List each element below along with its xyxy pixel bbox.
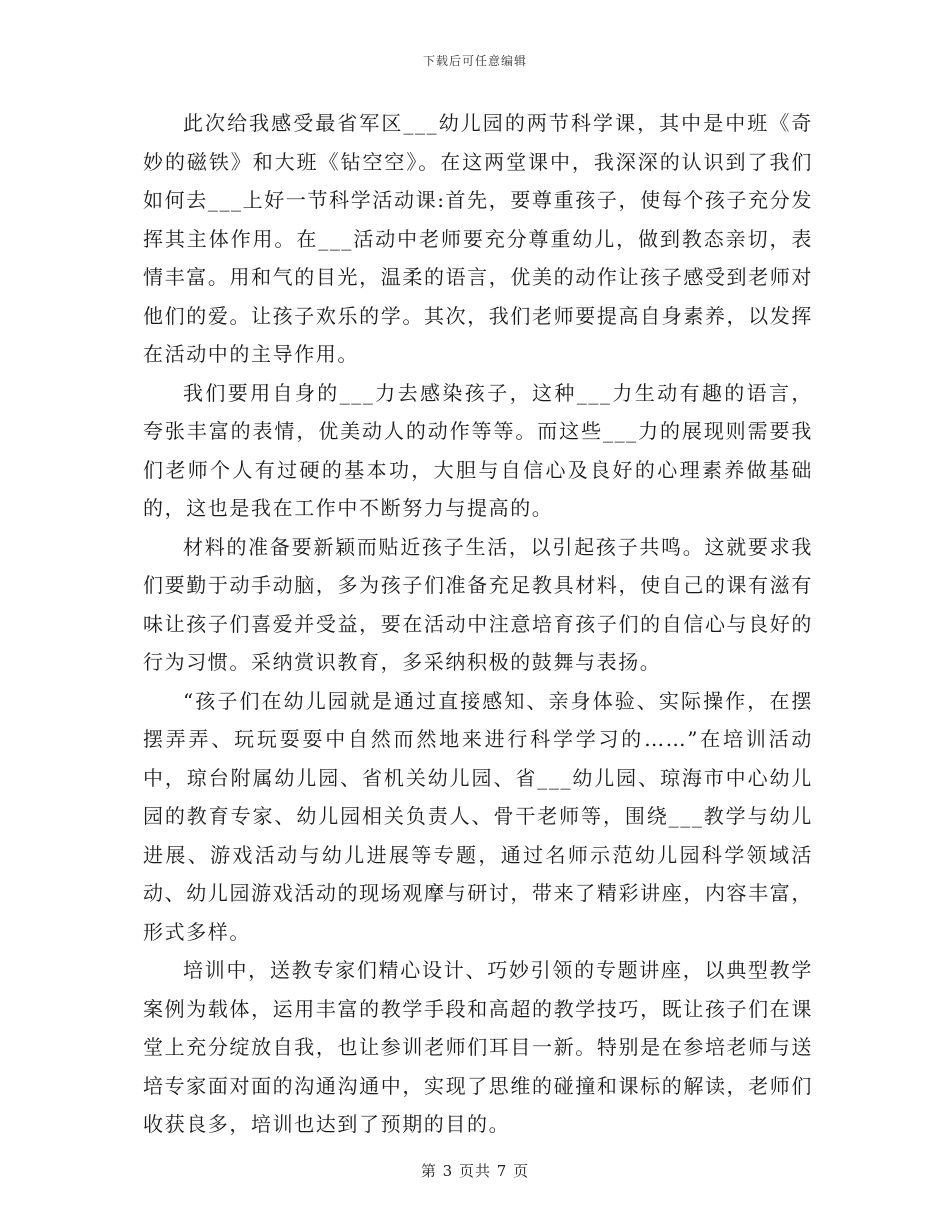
page-header: 下载后可任意编辑 <box>422 54 527 68</box>
paragraph-3: 材料的准备要新颖而贴近孩子生活，以引起孩子共鸣。这就要求我们要勤于动手动脑，多为孩子们准备充足教具材料，使自己的课有滋有味让孩子们喜爱并受益，要在活动中注意培育孩子们的自信心与良好的行为习惯。采纳赏识教育，多采纳积极的鼓舞与表扬。 <box>143 534 813 674</box>
paragraph-1: 此次给我感受最省军区___幼儿园的两节科学课，其中是中班《奇妙的磁铁》和大班《钻空空》。在这两堂课中，我深深的认识到了我们如何去___上好一节科学活动课:首先，要尊重孩子，使每个孩子充分发挥其主体作用。在___活动中老师要充分尊重幼儿，做到教态亲切，表情丰富。用和气的目光，温柔的语言，优美的动作让孩子感受到老师对他们的爱。让孩子欢乐的学。其次，我们老师要提高自身素养，以发挥在活动中的主导作用。 <box>143 111 813 366</box>
page-number: 第 3 页共 7 页 <box>420 1162 530 1180</box>
paragraph-2: 我们要用自身的___力去感染孩子，这种___力生动有趣的语言，夸张丰富的表情，优美动人的动作等等。而这些___力的展现则需要我们老师个人有过硬的基本功，大胆与自信心及良好的心理素养做基础的，这也是我在工作中不断努力与提高的。 <box>143 380 813 520</box>
paragraph-4: “孩子们在幼儿园就是通过直接感知、亲身体验、实际操作，在摆摆弄弄、玩玩耍耍中自然而然地来进行科学学习的……”在培训活动中，琼台附属幼儿园、省机关幼儿园、省___幼儿园、琼海市中心幼儿园的教育专家、幼儿园相关负责人、骨干老师等，围绕___教学与幼儿进展、游戏活动与幼儿进展等专题，通过名师示范幼儿园科学领域活动、幼儿园游戏活动的现场观摩与研讨，带来了精彩讲座，内容丰富，形式多样。 <box>143 688 813 944</box>
document-body <box>143 104 813 1144</box>
paragraph-5: 培训中，送教专家们精心设计、巧妙引领的专题讲座，以典型教学案例为载体，运用丰富的教学手段和高超的教学技巧，既让孩子们在课堂上充分绽放自我，也让参训老师们耳目一新。特别是在参培老师与送培专家面对面的沟通沟通中，实现了思维的碰撞和课标的解读，老师们收获良多，培训也达到了预期的目的。 <box>143 958 813 1136</box>
